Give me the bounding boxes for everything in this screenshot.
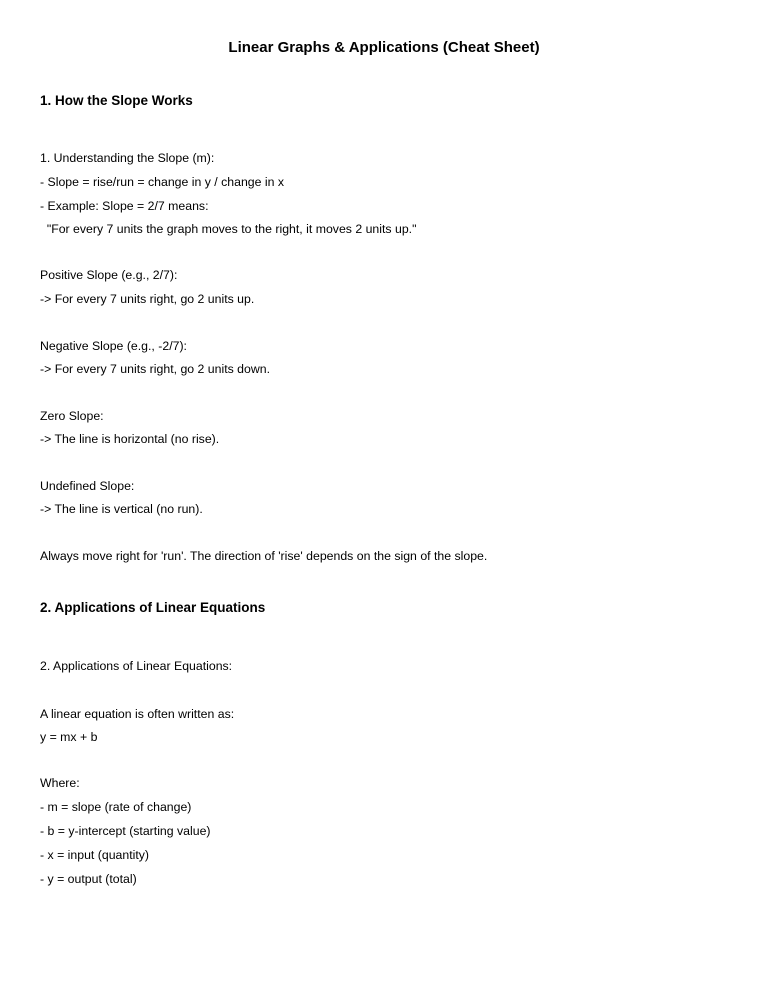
text-line: - Slope = rise/run = change in y / change in x [40, 175, 285, 189]
text-line: y = mx + b [40, 730, 98, 744]
text-line: - b = y-intercept (starting value) [40, 824, 211, 838]
text-line: -> For every 7 units right, go 2 units down. [40, 362, 270, 376]
text-line: - x = input (quantity) [40, 848, 150, 862]
text-line: - y = output (total) [40, 872, 137, 886]
text-line: -> The line is vertical (no run). [40, 502, 203, 516]
text-line: 1. Understanding the Slope (m): [40, 151, 215, 165]
text-line: Always move right for 'run'. The direction of 'rise' depends on the sign of the slope. [40, 549, 488, 563]
section-heading-applications: 2. Applications of Linear Equations [40, 600, 266, 615]
text-line: "For every 7 units the graph moves to the right, it moves 2 units up." [40, 222, 417, 236]
text-line: - m = slope (rate of change) [40, 800, 192, 814]
text-line: Negative Slope (e.g., -2/7): [40, 339, 187, 353]
text-line: - Example: Slope = 2/7 means: [40, 199, 209, 213]
document-title: Linear Graphs & Applications (Cheat Sheet) [228, 39, 540, 56]
section-heading-slope: 1. How the Slope Works [40, 93, 193, 108]
text-line: -> For every 7 units right, go 2 units up. [40, 292, 255, 306]
text-line: A linear equation is often written as: [40, 707, 235, 721]
text-line: -> The line is horizontal (no rise). [40, 432, 220, 446]
text-line: Positive Slope (e.g., 2/7): [40, 268, 178, 282]
text-line: 2. Applications of Linear Equations: [40, 659, 233, 673]
text-line: Zero Slope: [40, 409, 104, 423]
text-line: Where: [40, 776, 80, 790]
text-line: Undefined Slope: [40, 479, 135, 493]
